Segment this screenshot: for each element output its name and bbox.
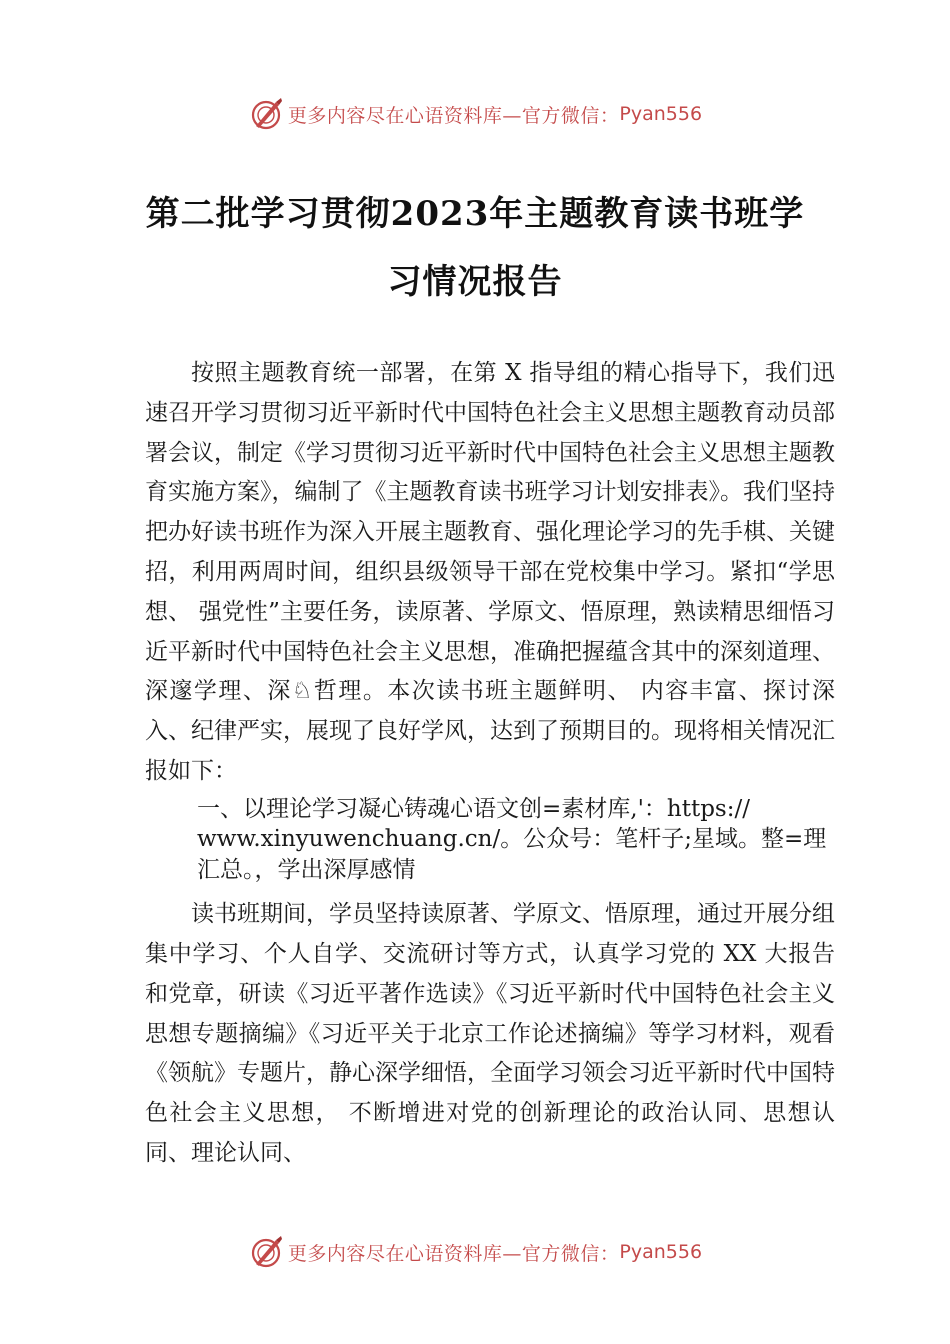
document-title [120,180,830,316]
heading-1-line-2: www.xinyuwenchuang.cn/。公众号：笔杆子;星域。整=理 [197,826,827,853]
paragraph-1: 按照主题教育统一部署，在第 X 指导组的精心指导下，我们迅速召开学习贯彻习近平新时代中国特色社会主义思想主题教育动员部署会议，制定《学习贯彻习近平新时代中国特色社会主义思想主题教育实施方案》，编制了《主题教育读书班学习计划安排表》。我们坚持把办好读书班作为深入开展主题教育、强化理论学习的先手棋、关键招，利用两周时间，组织县级领导干部在党校集中学习。紧扣“学思想、 强党性”主要任务，读原著、学原文、悟原理，熟读精思细悟习近平新时代中国特色社会主义思想，准确把握蕴含其中的深刻道理、深邃学理、深♘哲理。本次读书班主题鲜明、 内容丰富、探讨深入、纪律严实，展现了良好学风，达到了预期目的。现将相关情况汇报如下： [145,360,835,784]
title-line-1: 第二批学习贯彻2023年主题教育读书班学 [145,194,805,234]
paragraph-2: 读书班期间，学员坚持读原著、学原文、悟原理，通过开展分组集中学习、个人自学、交流研讨等方式，认真学习党的 XX 大报告和党章，研读《习近平著作选读》《习近平新时代中国特色社会主义思想专题摘编》《习近平关于北京工作论述摘编》等学习材料，观看《领航》专题片，静心深学细悟，全面学习领会习近平新时代中国特色社会主义思想， 不断增进对党的创新理论的政治认同、思想认同、理论认同、 [145,901,835,1167]
footer-banner [0,1232,950,1272]
section-heading-1 [145,794,835,886]
title-line-2: 习情况报告 [387,262,563,302]
banner-text: 更多内容尽在心语资料库—官方微信： [287,1242,620,1265]
banner-wechat-id: Pyan556 [619,1241,703,1263]
pen-seal-logo-icon [248,96,284,132]
heading-1-line-3: 汇总。，学出深厚感情 [197,856,416,883]
heading-1-line-1: 一、以理论学习凝心铸魂心语文创=素材库,'：https:// [197,795,750,822]
banner-wechat-id: Pyan556 [619,103,703,125]
header-banner [0,94,950,134]
banner-text: 更多内容尽在心语资料库—官方微信： [287,104,620,127]
pen-seal-logo-icon [248,1234,284,1270]
document-body [145,354,835,1174]
